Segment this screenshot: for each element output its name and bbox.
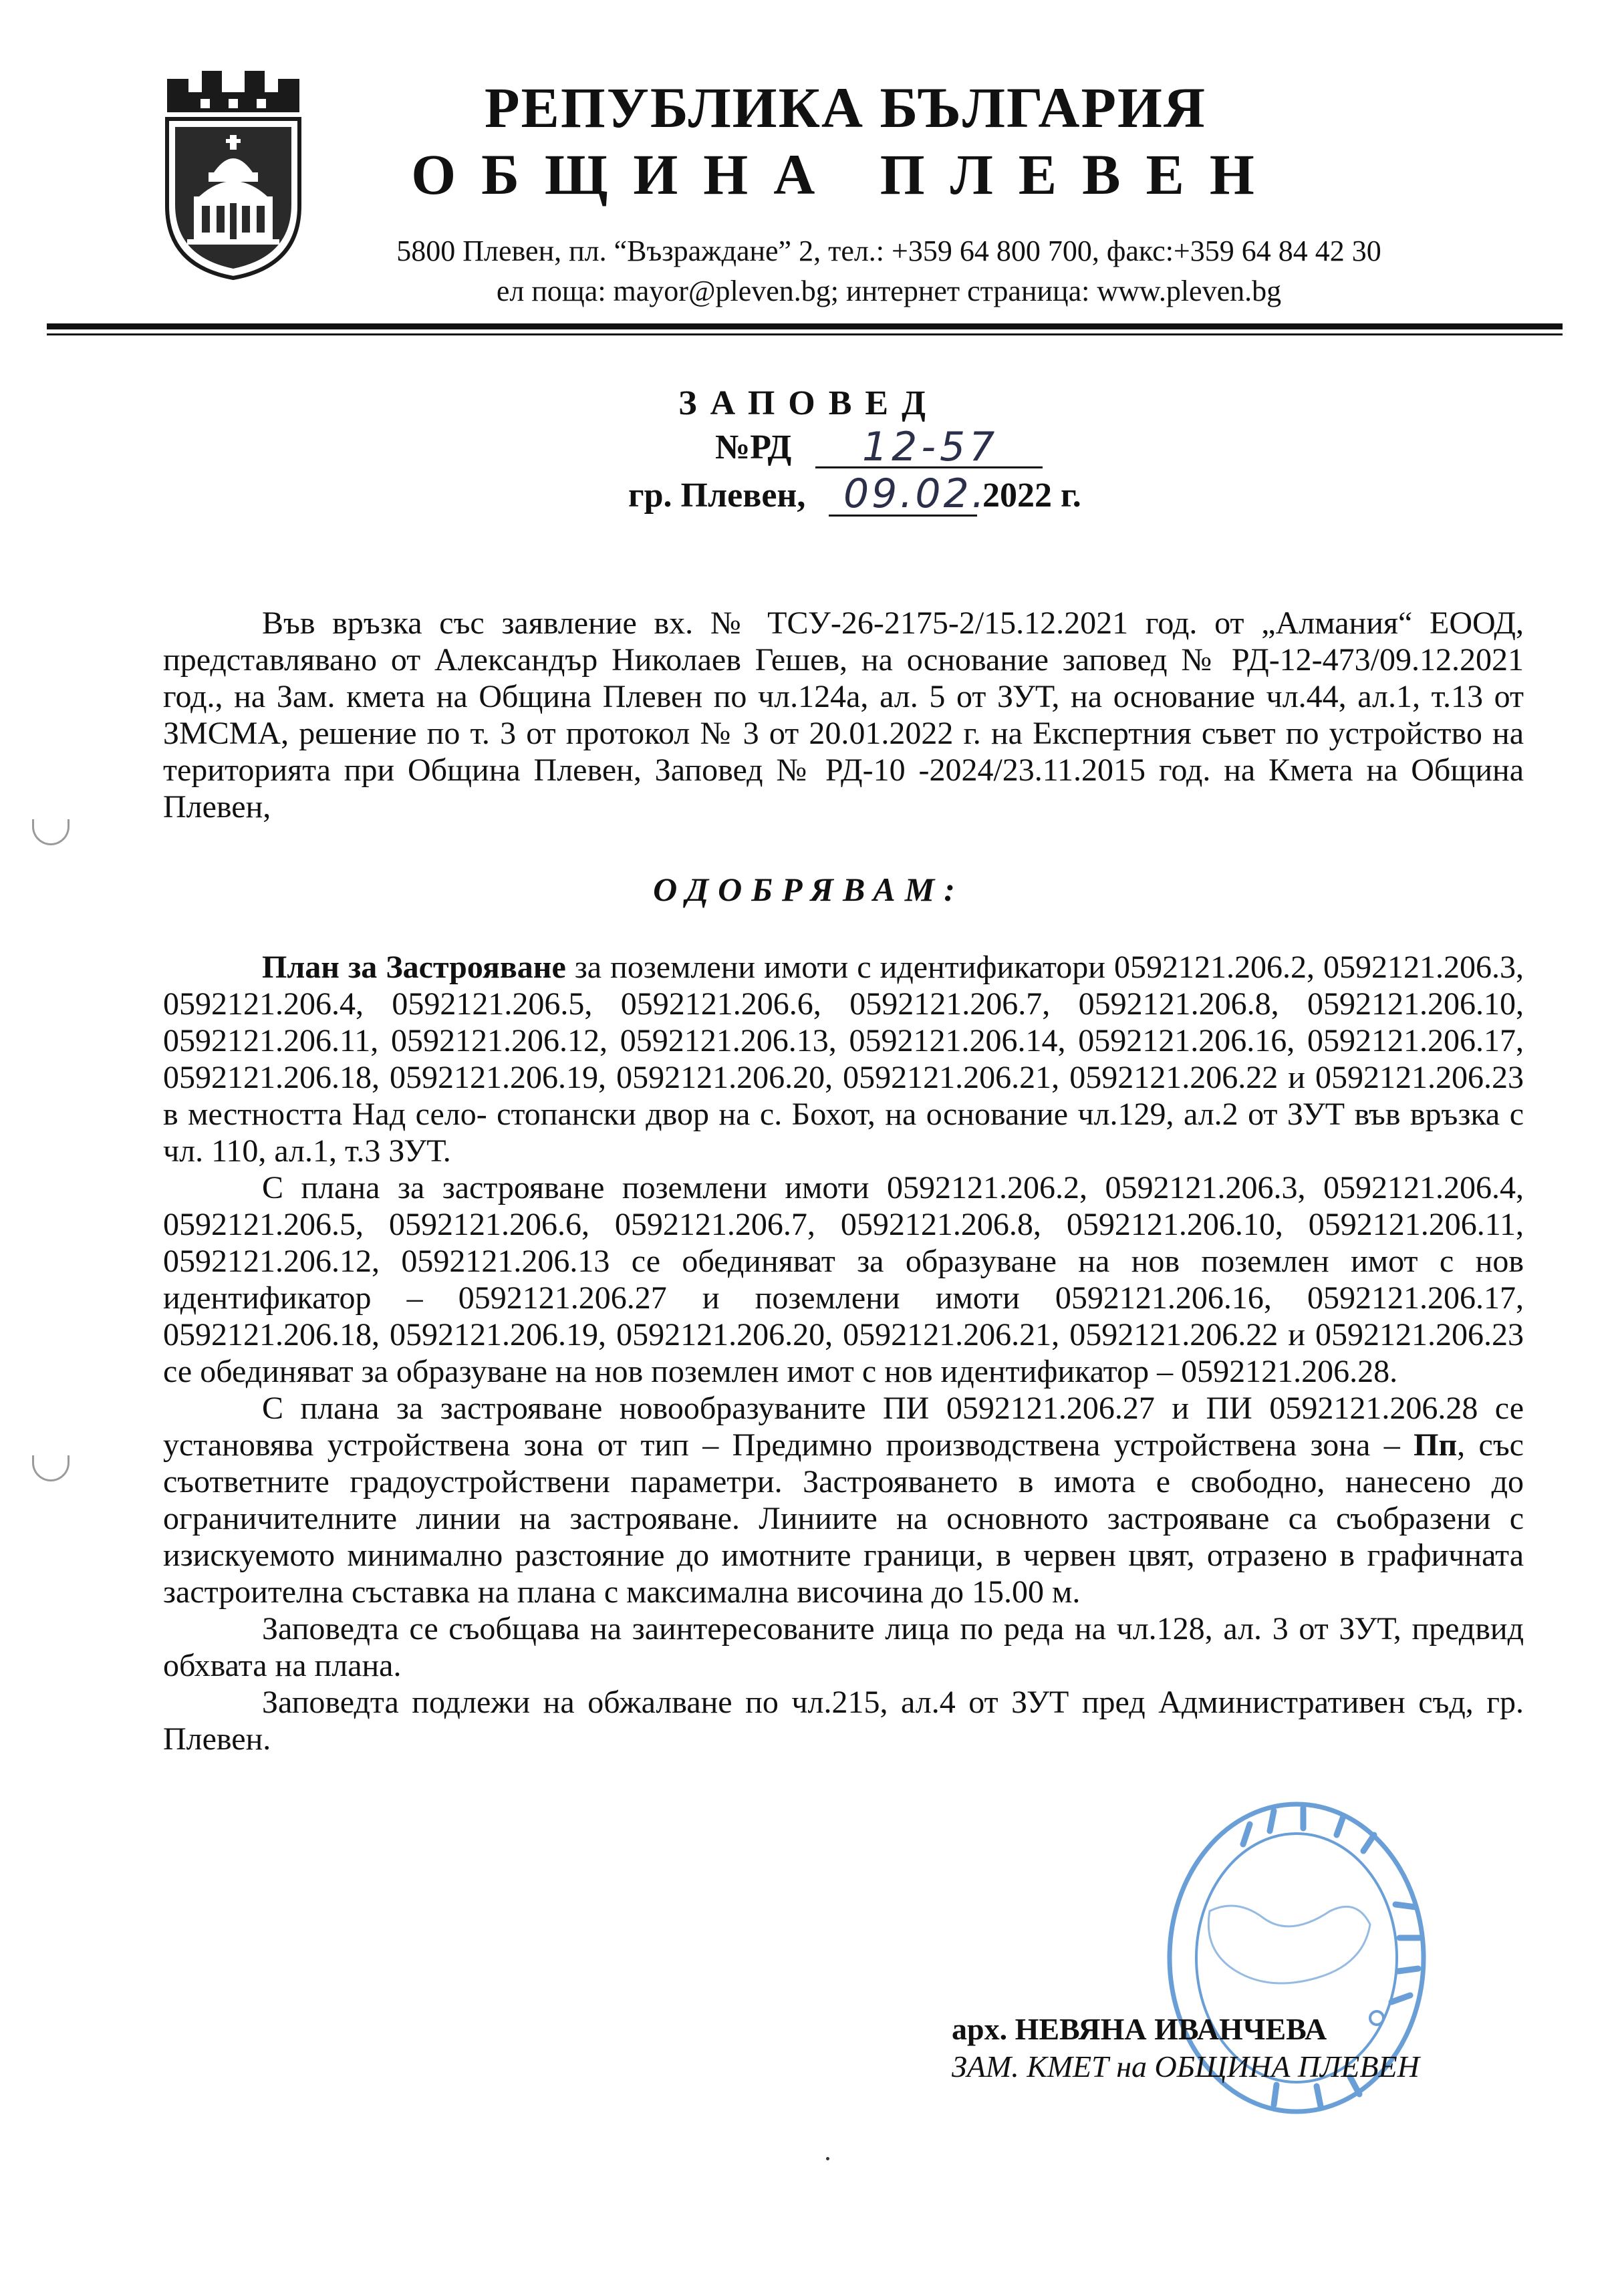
header-address: 5800 Плевен, пл. “Възраждане” 2, тел.: +359 64 800 700, факс:+359 64 84 42 30 bbox=[396, 235, 1381, 267]
decision-section bbox=[163, 949, 1524, 1757]
plan-text: за поземлени имоти с идентификатори 0592121.206.2, 0592121.206.3, 0592121.206.4, 0592121.206.5, 0592121.206.6, 0592121.206.7, 0592121.206.8, 0592121.206.10, 0592121.206.11, 0592121.206.12, 0592121.206.13, 0592121.206.14, 0592121.206.16, 0592121.206.17, 0592121.206.18, 0592121.206.19, 0592121.206.20, 0592121.206.21, 0592121.206.22 и 0592121.206.23 в местността Над село- стопански двор на с. Бохот, на основание чл.129, ал.2 от ЗУТ във връзка с чл. 110, ал.1, т.3 ЗУТ. bbox=[163, 950, 1524, 1169]
order-title: ЗАПОВЕД bbox=[678, 384, 939, 422]
header-contacts: ел поща: mayor@pleven.bg; интернет страница: www.pleven.bg bbox=[496, 275, 1282, 307]
approve-heading: ОДОБРЯВАМ: bbox=[653, 871, 964, 908]
header-subtitle: ОБЩИНА ПЛЕВЕН bbox=[411, 142, 1280, 206]
header-divider-thick bbox=[47, 323, 1563, 329]
header-title: РЕПУБЛИКА БЪЛГАРИЯ bbox=[484, 76, 1206, 140]
order-date-handwritten: 09.02. bbox=[843, 470, 987, 517]
order-city-label: гр. Плевен, bbox=[628, 476, 806, 515]
zone-text-a: С плана за застрояване новообразуваните ПИ 0592121.206.27 и ПИ 0592121.206.28 се установява устройствена зона от тип – Предимно производствена устройствена зона – bbox=[163, 1391, 1524, 1463]
zone-code: Пп bbox=[1414, 1427, 1458, 1463]
order-number-handwritten: 12-57 bbox=[862, 424, 999, 470]
appeal-paragraph: Заповедта подлежи на обжалване по чл.215, ал.4 от ЗУТ пред Административен съд, гр. Плевен. bbox=[163, 1685, 1524, 1757]
order-place-date bbox=[628, 470, 1136, 519]
notice-paragraph: Заповедта се съобщава на заинтересованите лица по реда на чл.128, ал. 3 от ЗУТ, предвид обхвата на плана. bbox=[163, 1611, 1524, 1683]
plan-paragraph bbox=[163, 949, 1524, 1169]
punch-hole-mark bbox=[32, 819, 70, 845]
plan-title: План за Застрояване bbox=[262, 950, 566, 985]
scan-dot-mark bbox=[826, 2157, 829, 2160]
zone-text-b: , със съответните градоустройствени параметри. Застрояването в имота е свободно, нанесено до ограничителните линии на застрояване. Линиите на основното застрояване са съобразени с изискуемото минимално разстояние до имотните граници, в червен цвят, отразено в графичната застроителна съставка на плана с максимална височина до 15.00 м. bbox=[163, 1427, 1524, 1610]
order-year: 2022 г. bbox=[982, 476, 1081, 515]
intro-paragraph: Във връзка със заявление вх. № ТСУ-26-2175-2/15.12.2021 год. от „Алмания“ ЕООД, представлявано от Александър Николаев Гешев, на основание заповед № РД-12-473/09.12.2021 год., на Зам. кмета на Община Плевен по чл.124а, ал. 5 от ЗУТ, на основание чл.44, ал.1, т.13 от ЗМСМА, решение по т. 3 от протокол № 3 от 20.01.2022 г. на Експертния съвет по устройство на територията при Община Плевен, Заповед № РД-10 -2024/23.11.2015 год. на Кмета на Община Плевен, bbox=[163, 605, 1524, 825]
punch-hole-mark bbox=[32, 1455, 70, 1481]
signatory-name: арх. НЕВЯНА ИВАНЧЕВА bbox=[952, 2012, 1327, 2046]
merge-paragraph: С плана за застрояване поземлени имоти 0592121.206.2, 0592121.206.3, 0592121.206.4, 0592121.206.5, 0592121.206.6, 0592121.206.7, 0592121.206.8, 0592121.206.10, 0592121.206.11, 0592121.206.12, 0592121.206.13 се обединяват за образуване на нов поземлен имот с нов идентификатор – 0592121.206.27 и поземлени имоти 0592121.206.16, 0592121.206.17, 0592121.206.18, 0592121.206.19, 0592121.206.20, 0592121.206.21, 0592121.206.22 и 0592121.206.23 се обединяват за образуване на нов поземлен имот с нов идентификатор – 0592121.206.28. bbox=[163, 1170, 1524, 1389]
header-divider-thin bbox=[47, 333, 1563, 335]
intro-section bbox=[163, 605, 1524, 825]
signatory-role: ЗАМ. КМЕТ на ОБЩИНА ПЛЕВЕН bbox=[952, 2049, 1420, 2084]
zone-paragraph bbox=[163, 1390, 1524, 1610]
order-number bbox=[715, 424, 1063, 470]
order-number-label: №РД bbox=[715, 428, 792, 466]
